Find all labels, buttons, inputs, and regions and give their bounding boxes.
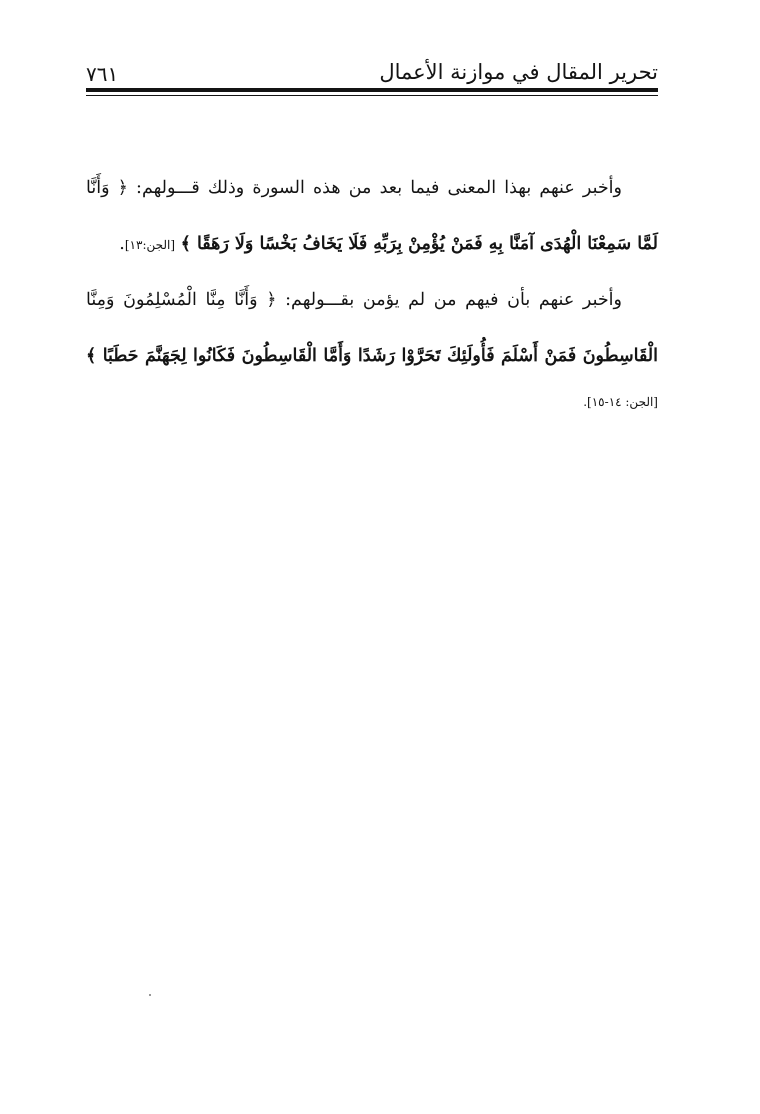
paragraph-2-line-2 — [86, 328, 658, 384]
paper-speck — [149, 994, 151, 996]
paragraph-2-line-3 — [86, 390, 658, 414]
punctuation: . — [119, 234, 125, 254]
paragraph-2-line-1: وأخبر عنهم بأن فيهم من لم يؤمن بقـــولهم: ﴿ وَأَنَّا مِنَّا الْمُسْلِمُونَ وَمِنَّا — [86, 290, 622, 310]
verse-reference: [الجن:١٣] — [124, 238, 176, 252]
page-number: ٧٦١ — [86, 62, 119, 86]
paragraph-1-line-1: وأخبر عنهم بهذا المعنى فيما بعد من هذه السورة وذلك قـــولهم: ﴿ وَأَنَّا — [86, 178, 622, 198]
punctuation: . — [583, 395, 588, 409]
running-title: تحرير المقال في موازنة الأعمال — [379, 60, 658, 84]
verse-reference: [الجن: ١٤-١٥] — [587, 395, 658, 409]
header-rule-thick — [86, 88, 658, 92]
page-header — [86, 60, 658, 86]
quran-verse: الْقَاسِطُونَ فَمَنْ أَسْلَمَ فَأُولَئِكَ تَحَرَّوْا رَشَدًا وَأَمَّا الْقَاسِطُونَ فَكَانُوا لِجَهَنَّمَ حَطَبًا ﴾ — [86, 346, 658, 366]
body-text — [86, 160, 658, 414]
paragraph-1-line-2 — [86, 216, 658, 272]
header-rule-thin — [86, 95, 658, 96]
quran-verse: لَمَّا سَمِعْنَا الْهُدَى آمَنَّا بِهِ فَمَنْ يُؤْمِنْ بِرَبِّهِ فَلَا يَخَافُ بَخْسًا وَلَا رَهَقًا ﴾ — [180, 234, 658, 254]
